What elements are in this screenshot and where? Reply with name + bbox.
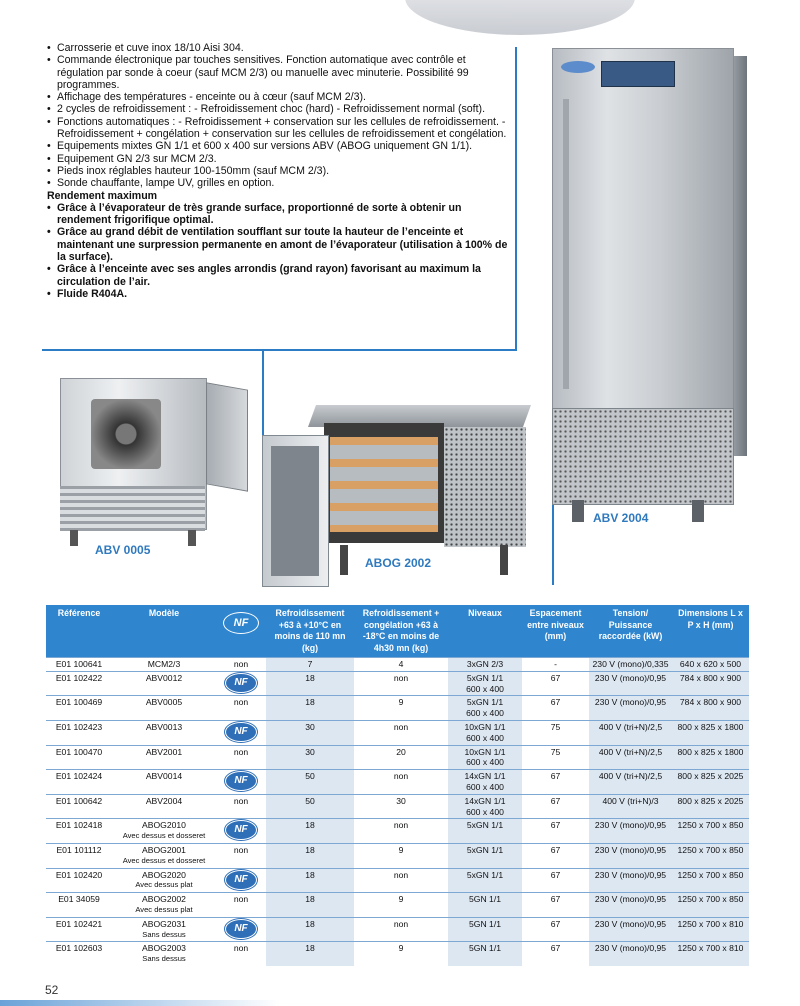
door-handle [563,99,569,389]
header-levels: Niveaux [448,605,522,658]
feature-item: • Carrosserie et cuve inox 18/10 Aisi 304. [47,42,512,54]
table-cell-freeze: 9 [354,696,448,721]
table-cell-model [112,917,216,942]
table-cell-power: 400 V (tri+N)/2,5 [589,770,672,795]
table-cell-spacing: 75 [522,720,589,745]
nf-value: non [233,795,249,806]
feature-item: • Affichage des températures - enceinte ou à cœur (sauf MCM 2/3). [47,91,512,103]
spec-table-body [46,658,749,966]
table-row [46,917,749,942]
table-cell-freeze: non [354,770,448,795]
table-cell-power: 230 V (mono)/0,95 [589,868,672,893]
table-cell-spacing: 67 [522,696,589,721]
table-cell-spacing: 75 [522,745,589,770]
table-cell-dims: 1250 x 700 x 850 [672,868,749,893]
unit-grille [60,486,205,531]
table-row [46,794,749,819]
table-cell-power: 230 V (mono)/0,95 [589,942,672,966]
table-cell-levels [448,696,522,721]
table-cell-power: 230 V (mono)/0,95 [589,696,672,721]
feature-item: • Sonde chauffante, lampe UV, grilles en option. [47,177,512,189]
levels-value: 14xGN 1/1 [464,795,506,806]
levels-value: 5xGN 1/1 [466,844,504,855]
table-cell-levels [448,794,522,819]
nf-value: non [233,943,249,954]
model-variant: Sans dessus [142,929,186,939]
divider-vertical [515,47,517,349]
table-cell-model [112,696,216,721]
model-variant: Avec dessus et dosseret [122,831,206,841]
table-cell-cool: 18 [266,893,354,918]
table-cell-nf [216,843,266,868]
table-cell-freeze: 4 [354,658,448,672]
table-row [46,868,749,893]
feature-item: • Equipements mixtes GN 1/1 et 600 x 400 sur versions ABV (ABOG uniquement GN 1/1). [47,140,512,152]
table-cell-dims: 800 x 825 x 2025 [672,794,749,819]
table-cell-dims: 800 x 825 x 1800 [672,745,749,770]
header-reference: Référence [46,605,112,658]
spec-table [46,605,749,966]
table-cell-nf [216,671,266,696]
table-cell-nf [216,745,266,770]
table-cell-ref: E01 100469 [46,696,112,721]
levels-value: 5xGN 1/1 [466,820,504,831]
levels-alt-value: 600 x 400 [466,732,504,743]
nf-value: non [233,844,249,855]
table-cell-dims: 800 x 825 x 2025 [672,770,749,795]
header-freezing: Refroidissement + congélation +63 à -18°C en moins de 4h30 mn (kg) [354,605,448,658]
model-name: ABV0014 [145,771,183,782]
table-cell-model [112,745,216,770]
table-row [46,770,749,795]
table-cell-dims: 1250 x 700 x 810 [672,917,749,942]
divider-horizontal [42,349,517,351]
table-cell-nf [216,819,266,844]
table-row [46,671,749,696]
table-cell-freeze: non [354,868,448,893]
feature-list [47,42,512,300]
table-cell-power: 230 V (mono)/0,95 [589,917,672,942]
table-cell-cool: 18 [266,843,354,868]
product-image-abv0005 [48,368,243,548]
table-cell-dims: 1250 x 700 x 850 [672,893,749,918]
table-cell-model [112,720,216,745]
table-header-row [46,605,749,658]
table-cell-cool: 18 [266,819,354,844]
nf-logo-icon: NF [225,771,257,791]
table-cell-model [112,658,216,672]
table-cell-freeze: non [354,720,448,745]
feature-item: • Pieds inox réglables hauteur 100-150mm (sauf MCM 2/3). [47,165,512,177]
table-cell-cool: 18 [266,942,354,966]
table-cell-spacing: - [522,658,589,672]
table-cell-ref: E01 100470 [46,745,112,770]
table-cell-cool: 18 [266,868,354,893]
feature-bullets [47,42,512,300]
page-number: 52 [45,983,59,997]
caption-abv0005: ABV 0005 [95,543,151,557]
table-cell-ref: E01 102424 [46,770,112,795]
table-cell-freeze: non [354,671,448,696]
feature-item-bold: • Grâce au grand débit de ventilation soufflant sur toute la hauteur de l’enceinte et maintenant une surpression permanente en amont de l’évaporateur (utilisation à 100% de la surface). [47,226,512,263]
table-cell-spacing: 67 [522,917,589,942]
feature-item-bold: • Fluide R404A. [47,288,512,300]
table-cell-power: 230 V (mono)/0,95 [589,843,672,868]
counter-leg [340,545,348,575]
table-cell-dims: 784 x 800 x 900 [672,696,749,721]
levels-alt-value: 600 x 400 [466,757,504,768]
table-cell-model [112,819,216,844]
table-row [46,696,749,721]
feature-heading: Rendement maximum [47,189,158,202]
levels-alt-value: 600 x 400 [466,683,504,694]
model-name: ABV0013 [145,721,183,732]
footer-bar [0,1000,280,1006]
table-cell-power: 400 V (tri+N)/3 [589,794,672,819]
table-cell-levels [448,770,522,795]
table-cell-nf [216,942,266,966]
table-cell-cool: 7 [266,658,354,672]
control-panel [601,61,675,87]
model-name: ABV2004 [145,795,183,806]
table-cell-nf [216,658,266,672]
table-cell-ref: E01 102418 [46,819,112,844]
table-cell-levels [448,658,522,672]
table-cell-ref: E01 102423 [46,720,112,745]
table-cell-freeze: 9 [354,893,448,918]
model-name: ABOG2010 [142,820,186,831]
table-cell-cool: 30 [266,745,354,770]
nf-value: non [233,894,249,905]
table-row [46,745,749,770]
food-trays [330,437,438,532]
table-cell-spacing: 67 [522,794,589,819]
cabinet-door [552,48,734,410]
nf-logo-icon: NF [225,673,257,693]
model-variant: Avec dessus et dosseret [122,855,206,865]
levels-value: 14xGN 1/1 [464,771,506,782]
cabinet-side [732,56,747,456]
table-cell-nf [216,720,266,745]
table-cell-dims: 640 x 620 x 500 [672,658,749,672]
header-cooling: Refroidissement +63 à +10°C en moins de 110 mn (kg) [266,605,354,658]
table-cell-ref: E01 102421 [46,917,112,942]
table-cell-ref: E01 100642 [46,794,112,819]
table-cell-freeze: non [354,917,448,942]
model-name: ABV0012 [145,672,183,683]
table-cell-power: 400 V (tri+N)/2,5 [589,720,672,745]
table-cell-spacing: 67 [522,770,589,795]
table-cell-model [112,868,216,893]
model-name: ABOG2001 [142,844,186,855]
fan-icon [91,399,161,469]
table-cell-ref: E01 101112 [46,843,112,868]
table-cell-spacing: 67 [522,843,589,868]
nf-logo-icon: NF [225,722,257,742]
table-cell-power: 400 V (tri+N)/2,5 [589,745,672,770]
table-cell-power: 230 V (mono)/0,95 [589,671,672,696]
table-cell-ref: E01 102603 [46,942,112,966]
header-spacing: Espacement entre niveaux (mm) [522,605,589,658]
table-cell-levels [448,843,522,868]
table-cell-nf [216,696,266,721]
table-cell-cool: 30 [266,720,354,745]
ventilation-grille [552,408,734,505]
model-variant: Avec dessus plat [135,880,193,890]
table-cell-model [112,843,216,868]
counter-grille [444,427,526,547]
model-name: ABOG2002 [142,894,186,905]
levels-value: 5xGN 1/1 [466,672,504,683]
table-row [46,843,749,868]
table-cell-freeze: non [354,819,448,844]
table-cell-ref: E01 102422 [46,671,112,696]
table-row [46,893,749,918]
table-cell-levels [448,720,522,745]
nf-logo-icon: NF [225,870,257,890]
nf-logo-icon: NF [225,820,257,840]
table-cell-cool: 18 [266,696,354,721]
nf-logo-icon: NF [225,919,257,939]
model-variant: Sans dessus [142,954,186,964]
nf-value: non [233,659,249,669]
model-name: ABOG2020 [142,869,186,880]
unit-door [206,382,248,491]
table-cell-levels [448,671,522,696]
table-cell-spacing: 67 [522,893,589,918]
table-cell-dims: 784 x 800 x 900 [672,671,749,696]
header-dimensions: Dimensions L x P x H (mm) [672,605,749,658]
caption-abv2004: ABV 2004 [593,511,649,525]
table-cell-power: 230 V (mono)/0,95 [589,893,672,918]
unit-leg [188,530,196,546]
table-cell-levels [448,942,522,966]
table-row [46,942,749,966]
table-cell-ref: E01 100641 [46,658,112,672]
table-cell-ref: E01 102420 [46,868,112,893]
model-variant: Avec dessus plat [135,904,193,914]
unit-leg [70,530,78,546]
table-cell-nf [216,794,266,819]
table-cell-dims: 1250 x 700 x 850 [672,819,749,844]
table-cell-levels [448,745,522,770]
levels-value: 10xGN 1/1 [464,746,506,757]
table-cell-spacing: 67 [522,868,589,893]
levels-alt-value: 600 x 400 [466,806,504,817]
feature-item-bold: • Grâce à l’évaporateur de très grande surface, proportionné de sorte à obtenir un rendement frigorifique optimal. [47,202,512,227]
header-model: Modèle [112,605,216,658]
levels-value: 5GN 1/1 [468,894,501,905]
table-row [46,819,749,844]
table-cell-freeze: 20 [354,745,448,770]
levels-value: 5xGN 1/1 [466,697,504,708]
levels-alt-value: 600 x 400 [466,708,504,719]
table-cell-cool: 18 [266,671,354,696]
levels-value: 5GN 1/1 [468,918,501,929]
model-name: ABOG2031 [142,918,186,929]
feature-item: • Commande électronique par touches sensitives. Fonction automatique avec contrôle et régulation par sonde à coeur (sauf MCM 2/3) ou manuelle avec minuterie. Possibilité 99 programmes. [47,54,512,91]
table-cell-spacing: 67 [522,671,589,696]
model-name: ABOG2003 [142,943,186,954]
table-row [46,720,749,745]
table-cell-nf [216,917,266,942]
nf-value: non [233,697,249,708]
table-cell-spacing: 67 [522,942,589,966]
header-power: Tension/ Puissance raccordée (kW) [589,605,672,658]
levels-value: 10xGN 1/1 [464,721,506,732]
table-cell-cool: 50 [266,794,354,819]
table-cell-cool: 50 [266,770,354,795]
table-cell-power: 230 V (mono)/0,335 [589,658,672,672]
table-cell-model [112,893,216,918]
divider-vertical-lower [552,500,554,585]
table-cell-freeze: 9 [354,843,448,868]
table-cell-freeze: 9 [354,942,448,966]
table-cell-dims: 1250 x 700 x 810 [672,942,749,966]
levels-value: 5GN 1/1 [468,943,501,954]
feature-item: • 2 cycles de refroidissement : - Refroidissement choc (hard) - Refroidissement normal (soft). [47,103,512,115]
feature-item: • Fonctions automatiques : - Refroidissement + conservation sur les cellules de refroidissement. - Refroidissement + congélation + conservation sur les cellules de refroidissement et congélation. [47,116,512,141]
table-cell-levels [448,819,522,844]
cabinet-leg [692,500,704,522]
table-cell-levels [448,893,522,918]
brand-logo-icon [561,61,595,73]
table-cell-cool: 18 [266,917,354,942]
caption-abog2002: ABOG 2002 [365,556,432,570]
table-cell-nf [216,770,266,795]
header-nf [216,605,266,658]
table-cell-freeze: 30 [354,794,448,819]
table-cell-dims: 800 x 825 x 1800 [672,720,749,745]
model-name: ABV2001 [145,746,183,757]
table-cell-model [112,942,216,966]
counter-door [262,435,329,587]
model-name: ABV0005 [145,697,183,708]
counter-leg [500,545,508,575]
table-cell-dims: 1250 x 700 x 850 [672,843,749,868]
nf-logo-icon: NF [223,612,259,634]
table-cell-model [112,671,216,696]
table-row [46,658,749,672]
product-image-abv2004 [552,48,747,510]
model-name: MCM2/3 [147,659,181,669]
levels-value: 3xGN 2/3 [466,659,504,669]
table-cell-model [112,794,216,819]
levels-value: 5xGN 1/1 [466,869,504,880]
cabinet-leg [572,500,584,522]
levels-alt-value: 600 x 400 [466,781,504,792]
table-cell-levels [448,868,522,893]
table-cell-levels [448,917,522,942]
table-cell-ref: E01 34059 [46,893,112,918]
feature-item: • Equipement GN 2/3 sur MCM 2/3. [47,153,512,165]
nf-value: non [233,746,249,757]
feature-item-bold: • Grâce à l’enceinte avec ses angles arrondis (grand rayon) favorisant au maximum la circulation de l’air. [47,263,512,288]
table-cell-nf [216,893,266,918]
header-swoosh [405,0,635,35]
table-cell-nf [216,868,266,893]
table-cell-power: 230 V (mono)/0,95 [589,819,672,844]
table-cell-spacing: 67 [522,819,589,844]
table-cell-model [112,770,216,795]
